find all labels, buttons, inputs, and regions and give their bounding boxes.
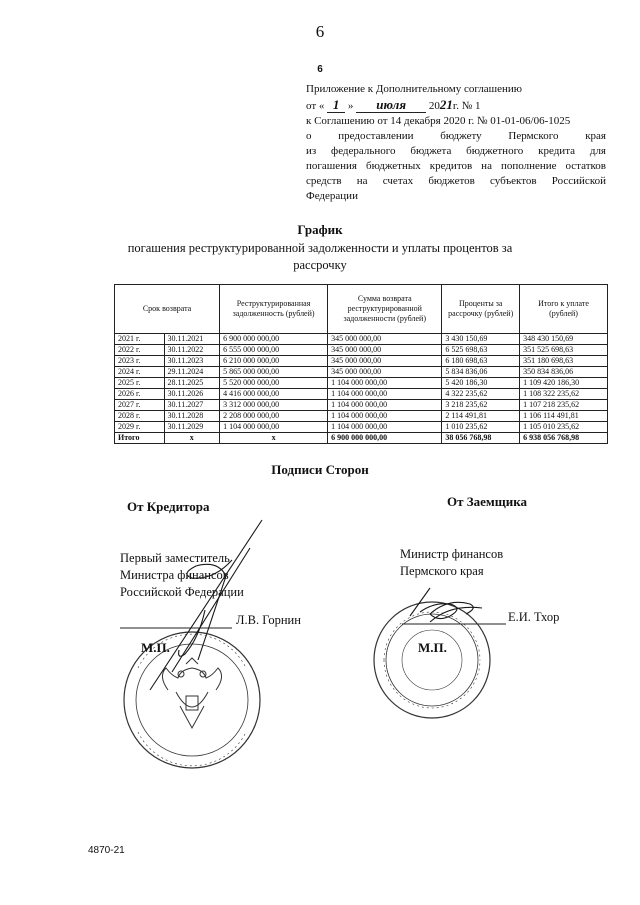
cell-year: 2029 г.: [115, 422, 165, 433]
cell-debt: 6 210 000 000,00: [220, 356, 328, 367]
footer-code: 4870-21: [88, 845, 125, 856]
cell-debt: 6 555 000 000,00: [220, 345, 328, 356]
debtor-seal-text-arc-bottom: [384, 660, 480, 708]
document-subtitle: погашения реструктурированной задолженности и уплаты процентов за рассрочку: [127, 241, 513, 272]
cell-total: 351 180 698,63: [520, 356, 608, 367]
appendix-ot: от «: [306, 100, 325, 112]
cell-repay: 345 000 000,00: [328, 345, 442, 356]
cell-year: 2025 г.: [115, 378, 165, 389]
cell-year: 2028 г.: [115, 411, 165, 422]
cell-total: 1 106 114 491,81: [520, 411, 608, 422]
double-headed-eagle-icon: [162, 658, 221, 728]
cell-interest: 6 180 698,63: [442, 356, 520, 367]
cell-date: 28.11.2025: [164, 378, 220, 389]
total-repay: 6 900 000 000,00: [328, 433, 442, 444]
cell-interest: 1 010 235,62: [442, 422, 520, 433]
cell-interest: 3 430 150,69: [442, 334, 520, 345]
appendix-day: 1: [327, 97, 345, 113]
cell-repay: 1 104 000 000,00: [328, 411, 442, 422]
cell-total: 1 107 218 235,62: [520, 400, 608, 411]
cell-date: 30.11.2021: [164, 334, 220, 345]
creditor-name: Л.В. Горнин: [236, 613, 301, 627]
cell-date: 30.11.2028: [164, 411, 220, 422]
cell-interest: 4 322 235,62: [442, 389, 520, 400]
cell-repay: 1 104 000 000,00: [328, 400, 442, 411]
cell-date: 29.11.2024: [164, 367, 220, 378]
signatures-title: Подписи Сторон: [271, 462, 369, 477]
creditor-position-3: Российской Федерации: [120, 585, 244, 599]
debtor-seal: [374, 602, 490, 718]
cell-repay: 345 000 000,00: [328, 334, 442, 345]
appendix-line-3: к Соглашению от 14 декабря 2020 г. № 01-01-06/06-1025: [306, 115, 571, 127]
cell-repay: 345 000 000,00: [328, 356, 442, 367]
cell-repay: 1 104 000 000,00: [328, 422, 442, 433]
creditor-signature-handwritten: [150, 520, 262, 690]
cell-total: 350 834 836,06: [520, 367, 608, 378]
cell-interest: 5 834 836,06: [442, 367, 520, 378]
appendix-line-6: погашения бюджетных кредитов на пополнение остатков: [306, 160, 606, 172]
creditor-seal-text-arc-bottom: [138, 732, 246, 766]
debtor-heading: От Заемщика: [447, 494, 527, 509]
cell-date: 30.11.2026: [164, 389, 220, 400]
cell-total: 1 105 010 235,62: [520, 422, 608, 433]
debtor-position-2: Пермского края: [400, 564, 484, 578]
appendix-sep: »: [347, 100, 354, 112]
debtor-name: Е.И. Тхор: [508, 610, 560, 624]
header-interest: Проценты за рассрочку (рублей): [442, 285, 520, 334]
cell-debt: 6 900 000 000,00: [220, 334, 328, 345]
cell-year: 2022 г.: [115, 345, 165, 356]
page-number-small: 6: [317, 64, 323, 75]
cell-total: 1 109 420 186,30: [520, 378, 608, 389]
page-number: 6: [315, 22, 325, 41]
appendix-year-prefix: 20: [428, 100, 440, 112]
cell-debt: 2 208 000 000,00: [220, 411, 328, 422]
total-interest: 38 056 768,98: [442, 433, 520, 444]
cell-year: 2021 г.: [115, 334, 165, 345]
creditor-position-2: Министра финансов: [120, 568, 229, 582]
cell-total: 351 525 698,63: [520, 345, 608, 356]
creditor-stamp-place: М.П.: [141, 640, 170, 655]
appendix-line-4: о предоставлении бюджету Пермского края: [306, 130, 606, 142]
header-total: Итого к уплате (рублей): [520, 285, 608, 334]
appendix-line-5: из федерального бюджета бюджетного кредита для: [306, 145, 606, 157]
total-label: Итого: [115, 433, 165, 444]
debtor-position-1: Министр финансов: [400, 547, 504, 561]
creditor-seal-inner-ring: [136, 644, 248, 756]
cell-date: 30.11.2027: [164, 400, 220, 411]
total-sum: 6 938 056 768,98: [520, 433, 608, 444]
cell-interest: 3 218 235,62: [442, 400, 520, 411]
header-debt: Реструктурированная задолженность (рублей): [220, 285, 328, 334]
debtor-stamp-place: М.П.: [418, 640, 447, 655]
cell-repay: 345 000 000,00: [328, 367, 442, 378]
header-repay: Сумма возврата реструктурированной задолженности (рублей): [328, 285, 442, 334]
cell-debt: 5 520 000 000,00: [220, 378, 328, 389]
cell-date: 30.11.2023: [164, 356, 220, 367]
appendix-year-suffix: 21: [439, 97, 453, 112]
cell-interest: 2 114 491,81: [442, 411, 520, 422]
appendix-line-8: Федерации: [306, 190, 358, 202]
cell-year: 2027 г.: [115, 400, 165, 411]
debtor-seal-inner-ring: [402, 630, 462, 690]
total-x1: x: [164, 433, 220, 444]
debtor-seal-middle-ring: [386, 614, 478, 706]
cell-debt: 1 104 000 000,00: [220, 422, 328, 433]
appendix-month: июля: [356, 97, 426, 113]
cell-year: 2023 г.: [115, 356, 165, 367]
creditor-position-1: Первый заместитель: [120, 551, 230, 565]
cell-debt: 3 312 000 000,00: [220, 400, 328, 411]
cell-repay: 1 104 000 000,00: [328, 389, 442, 400]
cell-interest: 6 525 698,63: [442, 345, 520, 356]
cell-debt: 5 865 000 000,00: [220, 367, 328, 378]
cell-total: 348 430 150,69: [520, 334, 608, 345]
cell-total: 1 108 322 235,62: [520, 389, 608, 400]
appendix-line-7: средств на счетах бюджетов субъектов Российской: [306, 175, 606, 187]
header-term: Срок возврата: [115, 285, 220, 334]
total-x2: x: [220, 433, 328, 444]
creditor-heading: От Кредитора: [127, 499, 210, 514]
cell-interest: 5 420 186,30: [442, 378, 520, 389]
cell-date: 30.11.2022: [164, 345, 220, 356]
debtor-seal-outer-ring: [374, 602, 490, 718]
appendix-number: г. № 1: [452, 100, 481, 112]
cell-year: 2024 г.: [115, 367, 165, 378]
cell-debt: 4 416 000 000,00: [220, 389, 328, 400]
cell-date: 30.11.2029: [164, 422, 220, 433]
cell-year: 2026 г.: [115, 389, 165, 400]
document-title: График: [297, 222, 343, 237]
appendix-line-1: Приложение к Дополнительному соглашению: [306, 83, 523, 95]
cell-repay: 1 104 000 000,00: [328, 378, 442, 389]
